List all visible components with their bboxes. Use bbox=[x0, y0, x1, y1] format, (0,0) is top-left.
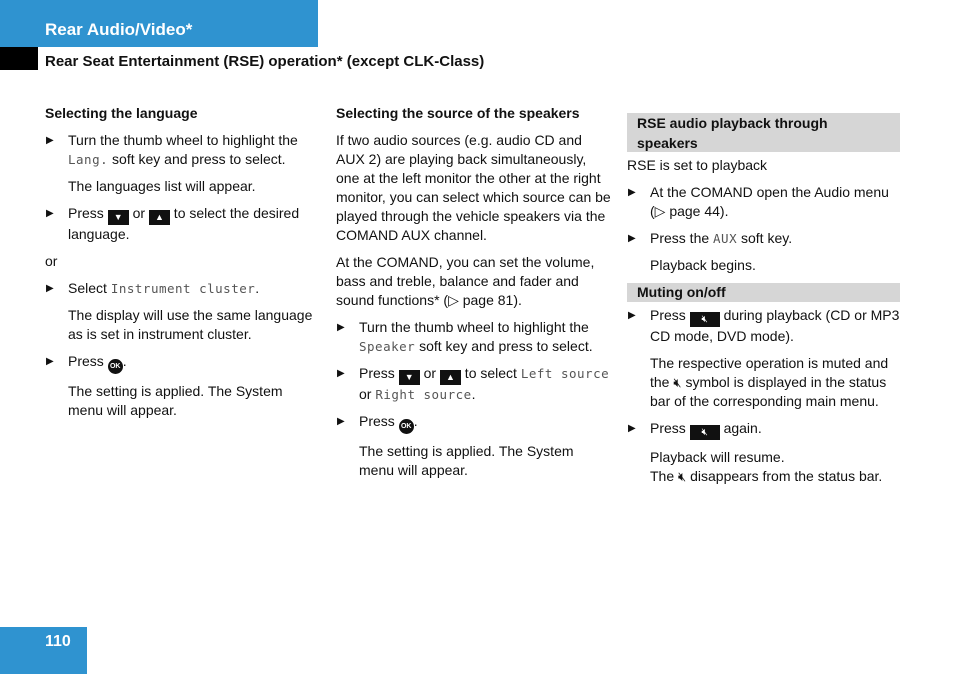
mute-symbol-icon: 🔇︎ bbox=[678, 469, 687, 484]
step-text: . bbox=[471, 386, 476, 402]
step-text: or bbox=[128, 205, 149, 221]
step-text: Press the bbox=[650, 230, 714, 246]
step-text: soft key and press to select. bbox=[108, 151, 286, 167]
page-number: 110 bbox=[45, 633, 71, 650]
mute-symbol-icon: 🔇︎ bbox=[673, 375, 682, 390]
step-press-mute bbox=[627, 306, 900, 346]
step-text: Press bbox=[650, 420, 690, 436]
result-part: The respective operation is muted and the bbox=[650, 355, 889, 390]
step-press-ok bbox=[336, 412, 611, 434]
step-text: Press bbox=[68, 353, 108, 369]
chapter-title: Rear Audio/Video* bbox=[45, 20, 193, 39]
result-part: symbol is displayed in the status bar of the corresponding main menu. bbox=[650, 374, 887, 409]
step-highlight-lang bbox=[45, 131, 320, 169]
bullet-arrow-icon: ▶ bbox=[337, 368, 345, 379]
result-text: The display will use the same language as is set in instrument cluster. bbox=[68, 307, 313, 342]
softkey-lang: Lang. bbox=[68, 152, 109, 167]
heading-speakers: Selecting the source of the speakers bbox=[336, 105, 580, 121]
column-rse-audio bbox=[627, 113, 900, 494]
step-press-arrows bbox=[45, 204, 320, 244]
bullet-arrow-icon: ▶ bbox=[628, 310, 636, 321]
paragraph: At the COMAND, you can set the volume, bass and treble, balance and fader and sound functions* (▷ page 81). bbox=[336, 254, 595, 308]
result-text: The setting is applied. The System menu will appear. bbox=[68, 383, 283, 418]
step-press-mute-again bbox=[627, 419, 900, 440]
softkey-aux: AUX bbox=[713, 231, 738, 246]
step-text: to select the desired language. bbox=[68, 205, 300, 242]
result-text bbox=[627, 354, 900, 411]
result-text: The languages list will appear. bbox=[68, 178, 256, 194]
menu-item-instrument-cluster: Instrument cluster bbox=[110, 281, 256, 296]
or-text: or bbox=[45, 253, 58, 269]
bullet-arrow-icon: ▶ bbox=[628, 423, 636, 434]
result-part: disappears from the status bar. bbox=[686, 468, 883, 484]
step-select-source bbox=[336, 364, 611, 404]
step-highlight-speaker bbox=[336, 318, 611, 356]
step-text: Select bbox=[68, 280, 111, 296]
step-text: soft key and press to select. bbox=[415, 338, 593, 354]
result-text: Playback begins. bbox=[650, 257, 756, 273]
bullet-arrow-icon: ▶ bbox=[337, 322, 345, 333]
step-open-audio-menu bbox=[627, 183, 900, 221]
bullet-arrow-icon: ▶ bbox=[46, 208, 54, 219]
step-text: Press bbox=[650, 307, 690, 323]
menu-item-left-source: Left source bbox=[520, 366, 610, 381]
step-select-instrument bbox=[45, 279, 320, 298]
paragraph: If two audio sources (e.g. audio CD and AUX 2) are playing back simultaneously, one at the left monitor the other at the right monitor, you can select which source can be played through the vehicle speakers via the COMAND AUX channel. bbox=[336, 132, 611, 243]
result-part: The bbox=[650, 468, 679, 484]
arrow-down-key-icon: ▼ bbox=[108, 210, 129, 225]
section-title: Rear Seat Entertainment (RSE) operation* (except CLK-Class) bbox=[45, 53, 485, 70]
step-text: . bbox=[413, 413, 418, 429]
bullet-arrow-icon: ▶ bbox=[628, 233, 636, 244]
bullet-arrow-icon: ▶ bbox=[337, 416, 345, 427]
arrow-up-key-icon: ▲ bbox=[149, 210, 170, 225]
column-speakers bbox=[336, 104, 611, 488]
step-text: during playback (CD or MP3 CD mode, DVD mode). bbox=[650, 307, 900, 344]
arrow-up-key-icon: ▲ bbox=[440, 370, 461, 385]
heading-muting-bar: Muting on/off bbox=[627, 283, 900, 302]
step-press-aux bbox=[627, 229, 900, 248]
arrow-down-key-icon: ▼ bbox=[399, 370, 420, 385]
step-text: . bbox=[122, 353, 127, 369]
bullet-arrow-icon: ▶ bbox=[628, 187, 636, 198]
mute-key-icon: 🔇︎ bbox=[690, 425, 720, 440]
chapter-tab bbox=[0, 0, 318, 47]
paragraph: RSE is set to playback bbox=[627, 157, 768, 173]
bullet-arrow-icon: ▶ bbox=[46, 356, 54, 367]
result-text bbox=[627, 448, 900, 486]
step-text: Turn the thumb wheel to highlight the bbox=[68, 132, 298, 148]
ok-button-icon: OK bbox=[399, 419, 414, 434]
step-text: At the COMAND open the Audio menu (▷ page 44). bbox=[650, 184, 889, 219]
heading-rse-audio-bar: RSE audio playback through speakers bbox=[627, 113, 900, 152]
step-text: again. bbox=[719, 420, 762, 436]
step-press-ok bbox=[45, 352, 320, 374]
result-part: Playback will resume. bbox=[650, 449, 785, 465]
step-text: or bbox=[419, 365, 440, 381]
ok-button-icon: OK bbox=[108, 359, 123, 374]
bullet-arrow-icon: ▶ bbox=[46, 135, 54, 146]
step-text: soft key. bbox=[737, 230, 793, 246]
page-number-tab bbox=[0, 627, 87, 674]
step-text: Press bbox=[68, 205, 108, 221]
bullet-arrow-icon: ▶ bbox=[46, 283, 54, 294]
heading-language: Selecting the language bbox=[45, 105, 198, 121]
step-text: . bbox=[255, 280, 260, 296]
menu-item-right-source: Right source bbox=[375, 387, 472, 402]
result-text: The setting is applied. The System menu will appear. bbox=[359, 443, 574, 478]
mute-key-icon: 🔇︎ bbox=[690, 312, 720, 327]
column-language bbox=[45, 104, 320, 428]
step-text: Press bbox=[359, 365, 399, 381]
step-text: to select bbox=[460, 365, 521, 381]
softkey-speaker: Speaker bbox=[359, 339, 416, 354]
step-text: Press bbox=[359, 413, 399, 429]
step-text: Turn the thumb wheel to highlight the bbox=[359, 319, 589, 335]
section-marker bbox=[0, 47, 38, 70]
step-text: or bbox=[359, 386, 376, 402]
